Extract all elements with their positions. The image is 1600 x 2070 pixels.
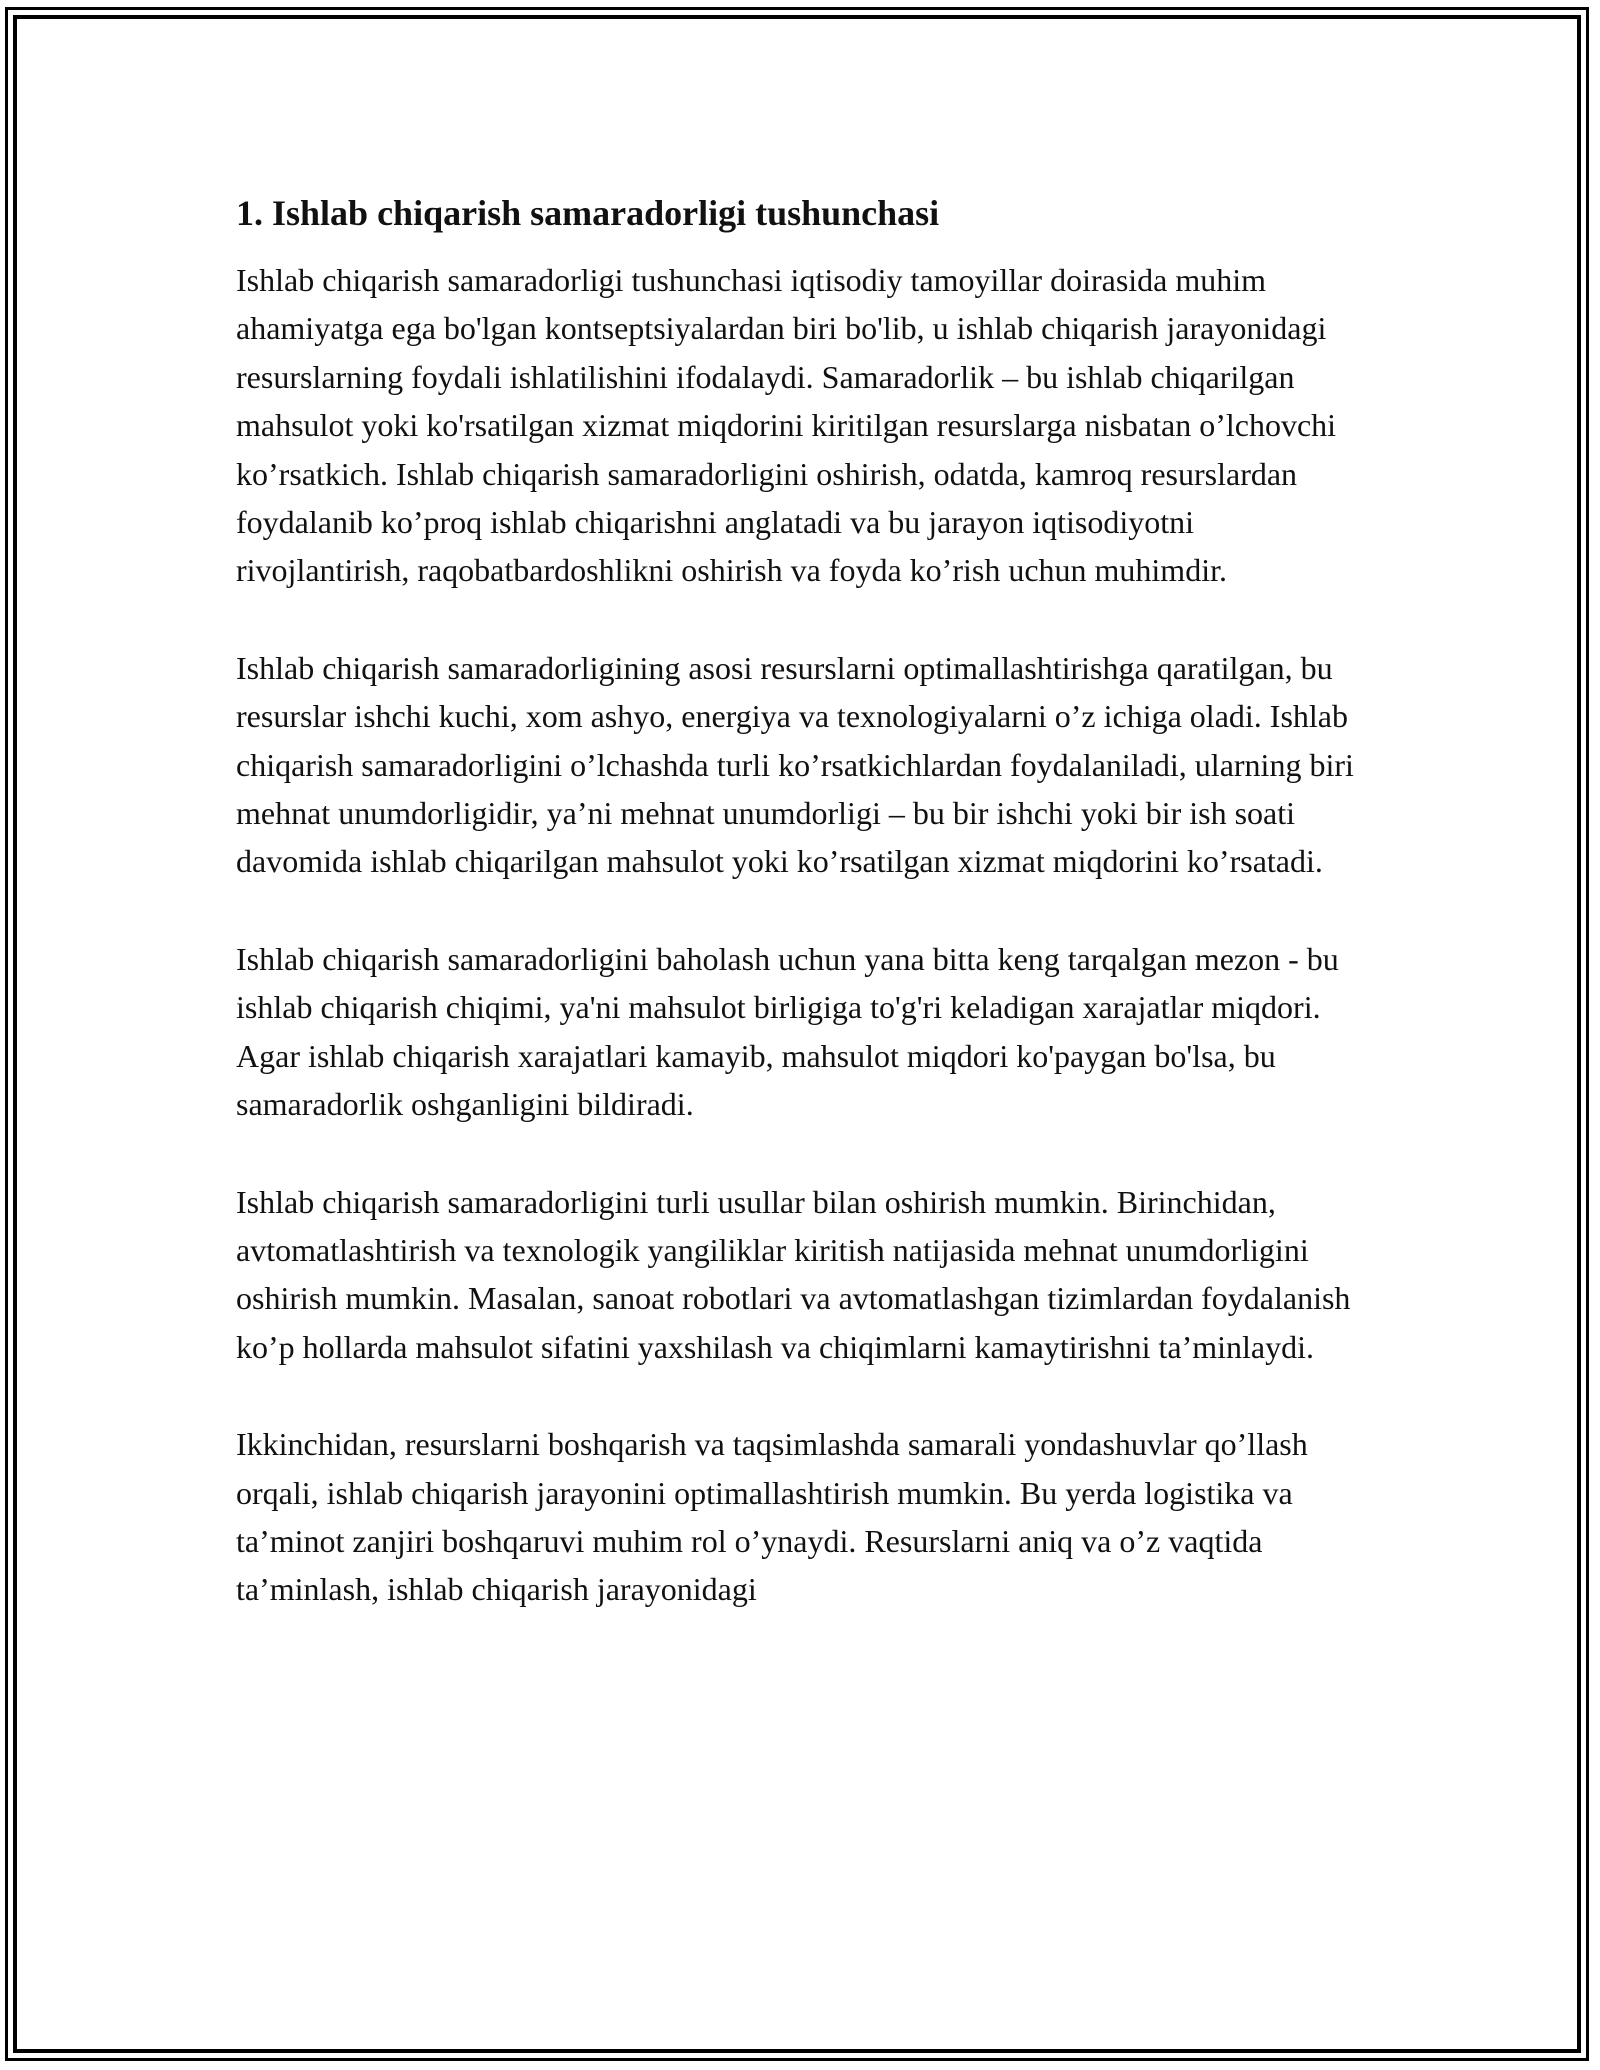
document-body	[236, 188, 1361, 1614]
paragraph-5: Ikkinchidan, resurslarni boshqarish va taqsimlashda samarali yondashuvlar qo’llash orqali, ishlab chiqarish jarayonini optimallashtirish mumkin. Bu yerda logistika va ta’minot zanjiri boshqaruvi muhim rol o’ynaydi. Resurslarni aniq va o’z vaqtida ta’minlash, ishlab chiqarish jarayonidagi	[236, 1426, 1308, 1608]
paragraph-2: Ishlab chiqarish samaradorligining asosi resurslarni optimallashtirishga qaratilgan, bu resurslar ishchi kuchi, xom ashyo, energiya va texnologiyalarni o’z ichiga oladi. Ishlab chiqarish samaradorligini o’lchashda turli ko’rsatkichlardan foydalaniladi, ularning biri mehnat unumdorligidir, ya’ni mehnat unumdorligi – bu bir ishchi yoki bir ish soati davomida ishlab chiqarilgan mahsulot yoki ko’rsatilgan xizmat miqdorini ko’rsatadi.	[236, 649, 1354, 880]
paragraph-3: Ishlab chiqarish samaradorligini baholash uchun yana bitta keng tarqalgan mezon - bu ishlab chiqarish chiqimi, ya'ni mahsulot birligiga to'g'ri keladigan xarajatlar miqdori. Agar ishlab chiqarish xarajatlari kamayib, mahsulot miqdori ko'paygan bo'lsa, bu samaradorlik oshganligini bildiradi.	[236, 940, 1339, 1123]
section-heading: 1. Ishlab chiqarish samaradorligi tushunchasi	[236, 193, 940, 233]
paragraph-1: Ishlab chiqarish samaradorligi tushunchasi iqtisodiy tamoyillar doirasida muhim ahamiyatga ega bo'lgan kontseptsiyalardan biri bo'lib, u ishlab chiqarish jarayonidagi resurslarning foydali ishlatilishini ifodalaydi. Samaradorlik – bu ishlab chiqarilgan mahsulot yoki ko'rsatilgan xizmat miqdorini kiritilgan resurslarga nisbatan o’lchovchi ko’rsatkich. Ishlab chiqarish samaradorligini oshirish, odatda, kamroq resurslardan foydalanib ko’proq ishlab chiqarishni anglatadi va bu jarayon iqtisodiyotni rivojlantirish, raqobatbardoshlikni oshirish va foyda ko’rish uchun muhimdir.	[236, 262, 1337, 589]
paragraph-4: Ishlab chiqarish samaradorligini turli usullar bilan oshirish mumkin. Birinchidan, avtomatlashtirish va texnologik yangiliklar kiritish natijasida mehnat unumdorligini oshirish mumkin. Masalan, sanoat robotlari va avtomatlashgan tizimlardan foydalanish ko’p hollarda mahsulot sifatini yaxshilash va chiqimlarni kamaytirishni ta’minlaydi.	[236, 1183, 1351, 1365]
